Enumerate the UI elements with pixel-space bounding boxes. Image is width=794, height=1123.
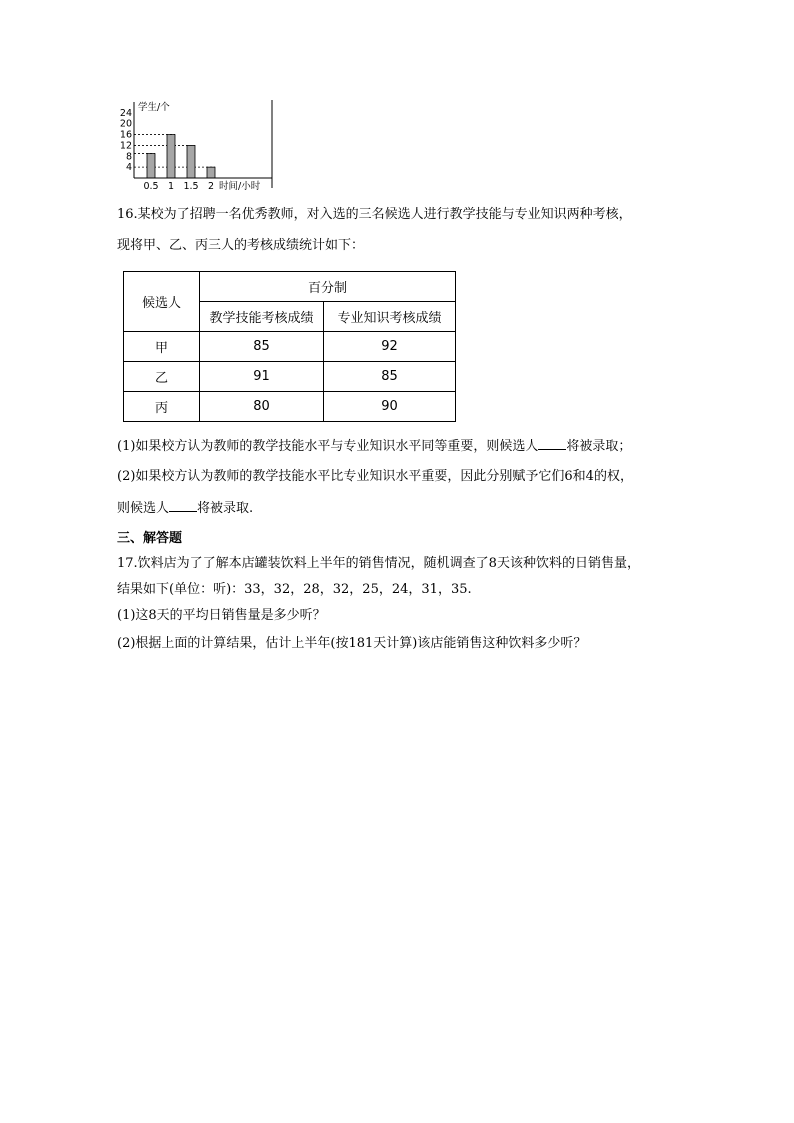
bar: [147, 154, 155, 178]
y-tick-label: 12: [119, 140, 132, 152]
bar: [207, 167, 215, 178]
score-table: [123, 271, 456, 422]
q16-sub1-text-b: 将被录取；: [566, 439, 632, 454]
q16-sub1-text-a: (1)如果校方认为教师的教学技能水平与专业知识水平同等重要，则候选人: [117, 439, 539, 454]
section-heading: 三、解答题: [117, 531, 183, 546]
x-tick-label: 2: [207, 181, 215, 192]
q16-sub1: [117, 437, 631, 456]
y-axis-label: 学生/个: [138, 102, 170, 113]
answer-blank[interactable]: [538, 437, 566, 450]
header-candidate: 候选人: [124, 272, 200, 332]
answer-blank[interactable]: [169, 499, 197, 512]
x-tick-label: 0.5: [143, 181, 159, 192]
q16-sub2-line1: (2)如果校方认为教师的教学技能水平比专业知识水平重要，因此分别赋予它们6和4的权，: [117, 469, 633, 484]
header-knowledge: 专业知识考核成绩: [324, 302, 456, 332]
header-skill: 教学技能考核成绩: [200, 302, 324, 332]
x-axis-label: 时间/小时: [219, 181, 261, 192]
table-row: [124, 362, 456, 392]
bar: [187, 145, 195, 178]
cell-knowledge: 92: [324, 332, 456, 362]
x-tick-label: 1.5: [183, 181, 199, 192]
y-tick-label: 16: [119, 129, 132, 141]
q16-line2: 现将甲、乙、丙三人的考核成绩统计如下：: [117, 238, 365, 253]
q17-line1: 17.饮料店为了了解本店罐装饮料上半年的销售情况，随机调查了8天该种饮料的日销售量，: [117, 556, 640, 571]
cell-knowledge: 85: [324, 362, 456, 392]
q16-line1: 16.某校为了招聘一名优秀教师，对入选的三名候选人进行教学技能与专业知识两种考核，: [117, 207, 632, 222]
q16-sub2-text-a: 则候选人: [117, 501, 170, 516]
q17-sub1: (1)这8天的平均日销售量是多少听？: [117, 608, 326, 623]
cell-name: 丙: [124, 392, 200, 422]
y-tick-label: 4: [125, 162, 132, 174]
bar: [167, 135, 175, 178]
y-tick-label: 8: [125, 151, 132, 163]
cell-skill: 91: [200, 362, 324, 392]
bar-chart: [112, 98, 282, 193]
cell-skill: 85: [200, 332, 324, 362]
table-row: [124, 332, 456, 362]
cell-skill: 80: [200, 392, 324, 422]
x-tick-label: 1: [167, 181, 175, 192]
cell-name: 乙: [124, 362, 200, 392]
q16-sub2-text-b: 将被录取.: [197, 501, 254, 516]
y-tick-label: 20: [119, 118, 132, 130]
cell-name: 甲: [124, 332, 200, 362]
q17-line2: 结果如下(单位：听)：33，32，28，32，25，24，31，35.: [117, 582, 472, 597]
y-tick-label: 24: [119, 107, 132, 119]
header-group: 百分制: [200, 272, 456, 302]
table-row: [124, 392, 456, 422]
q17-sub2: (2)根据上面的计算结果，估计上半年(按181天计算)该店能销售这种饮料多少听？: [117, 636, 587, 651]
q16-sub2-line2: [117, 499, 253, 518]
cell-knowledge: 90: [324, 392, 456, 422]
